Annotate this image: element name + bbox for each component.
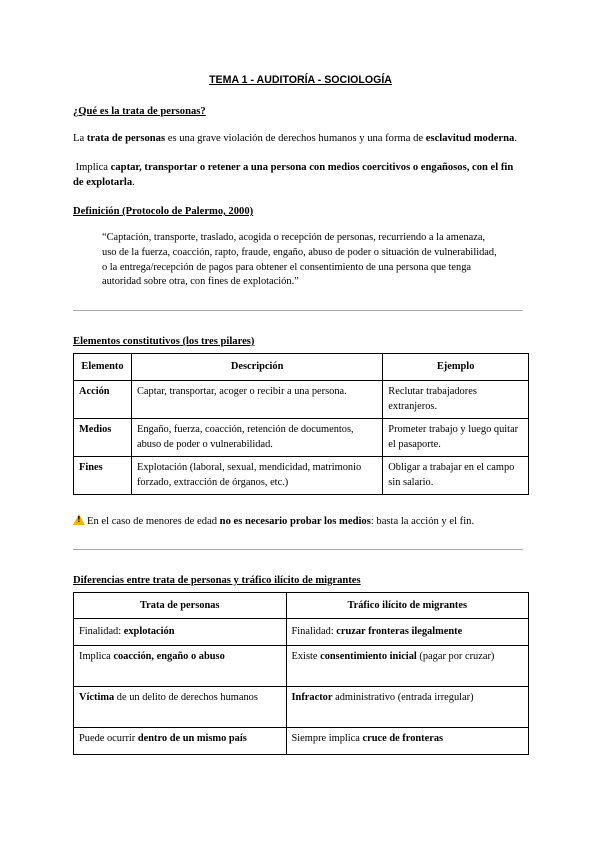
table-cell: Obligar a trabajar en el campo sin salario. (383, 457, 529, 495)
elements-table (73, 353, 529, 495)
intro-text: . (514, 133, 517, 144)
cell-bold: dentro de un mismo país (137, 733, 247, 744)
table-cell (286, 646, 528, 687)
cell-text: Puede ocurrir (79, 733, 138, 744)
divider (73, 310, 523, 311)
cell-bold: Víctima (79, 692, 115, 703)
column-header: Descripción (131, 354, 382, 381)
column-header: Trata de personas (74, 593, 287, 619)
column-header: Tráfico ilícito de migrantes (286, 593, 528, 619)
cell-text: Implica (79, 651, 114, 662)
table-cell: Acción (74, 381, 132, 419)
differences-heading: Diferencias entre trata de personas y tráfico ilícito de migrantes (73, 575, 361, 586)
table-cell: Prometer trabajo y luego quitar el pasaporte. (383, 419, 529, 457)
intro-bold-term: trata de personas (86, 133, 166, 144)
intro-text: La (73, 133, 87, 144)
cell-text: (pagar por cruzar) (416, 651, 495, 662)
warning-text: En el caso de menores de edad (87, 516, 220, 527)
table-row (74, 646, 529, 687)
warning-bold: no es necesario probar los medios (219, 516, 371, 527)
cell-text: de un delito de derechos humanos (114, 692, 258, 703)
cell-text: Siempre implica (291, 733, 363, 744)
definition-heading: Definición (Protocolo de Palermo, 2000) (73, 206, 254, 217)
table-cell: Explotación (laboral, sexual, mendicidad, matrimonio forzado, extracción de órganos, etc.) (131, 457, 382, 495)
column-header: Elemento (74, 354, 132, 381)
table-row (74, 687, 529, 728)
table-cell (74, 687, 287, 728)
table-cell (286, 728, 528, 755)
warning-note (73, 513, 523, 529)
question-heading: ¿Qué es la trata de personas? (73, 106, 206, 117)
intro-text: es una grave violación de derechos humanos y una forma de (165, 133, 426, 144)
divider (73, 549, 523, 550)
intro-paragraph-2 (73, 160, 523, 191)
cell-bold: cruzar fronteras ilegalmente (336, 626, 463, 638)
cell-bold: consentimiento inicial (320, 651, 417, 662)
table-cell: Medios (74, 419, 132, 457)
table-row (74, 728, 529, 755)
page-title: TEMA 1 - AUDITORÍA - SOCIOLOGÍA (209, 74, 392, 86)
intro-text: Implica (75, 162, 111, 173)
table-row (74, 619, 529, 646)
cell-text: Existe (291, 651, 321, 662)
warning-text: : basta la acción y el fin. (370, 516, 475, 527)
table-row (74, 457, 529, 495)
table-cell (74, 619, 287, 646)
intro-paragraph-1 (73, 131, 523, 146)
table-cell (286, 619, 528, 646)
table-header-row (74, 354, 529, 381)
warning-icon (73, 514, 85, 525)
cell-text: administrativo (entrada irregular) (332, 692, 474, 703)
cell-bold: Infractor (291, 692, 333, 703)
table-cell: Engaño, fuerza, coacción, retención de documentos, abuso de poder o vulnerabilidad. (131, 419, 382, 457)
table-cell (286, 687, 528, 728)
intro-text: . (132, 177, 135, 189)
intro-bold-term: esclavitud moderna (425, 133, 515, 144)
cell-bold: coacción, engaño o abuso (113, 651, 225, 662)
table-cell: Reclutar trabajadores extranjeros. (383, 381, 529, 419)
table-cell (74, 646, 287, 687)
table-cell (74, 728, 287, 755)
cell-text: Finalidad: (291, 626, 337, 638)
intro-bold-term: captar, transportar o retener a una persona con medios coercitivos o engañosos, con el fin de explotarla (73, 162, 514, 189)
cell-text: Finalidad: (79, 626, 124, 638)
cell-bold: explotación (123, 626, 175, 638)
table-cell: Captar, transportar, acoger o recibir a una persona. (131, 381, 382, 419)
table-header-row (74, 593, 529, 619)
definition-quote: “Captación, transporte, traslado, acogida o recepción de personas, recurriendo a la amenaza, uso de la fuerza, coacción, rapto, fraude, engaño, abuso de poder o situación de vulnerabilidad, o la entrega/recepción de pagos para obtener el consentimiento de una persona que tenga autoridad sobre otra, con fines de explotación.” (102, 232, 497, 288)
elements-heading: Elementos constitutivos (los tres pilares) (73, 336, 255, 347)
column-header: Ejemplo (383, 354, 529, 381)
table-cell: Fines (74, 457, 132, 495)
cell-bold: cruce de fronteras (362, 733, 444, 744)
differences-table (73, 592, 529, 755)
table-row (74, 419, 529, 457)
table-row (74, 381, 529, 419)
